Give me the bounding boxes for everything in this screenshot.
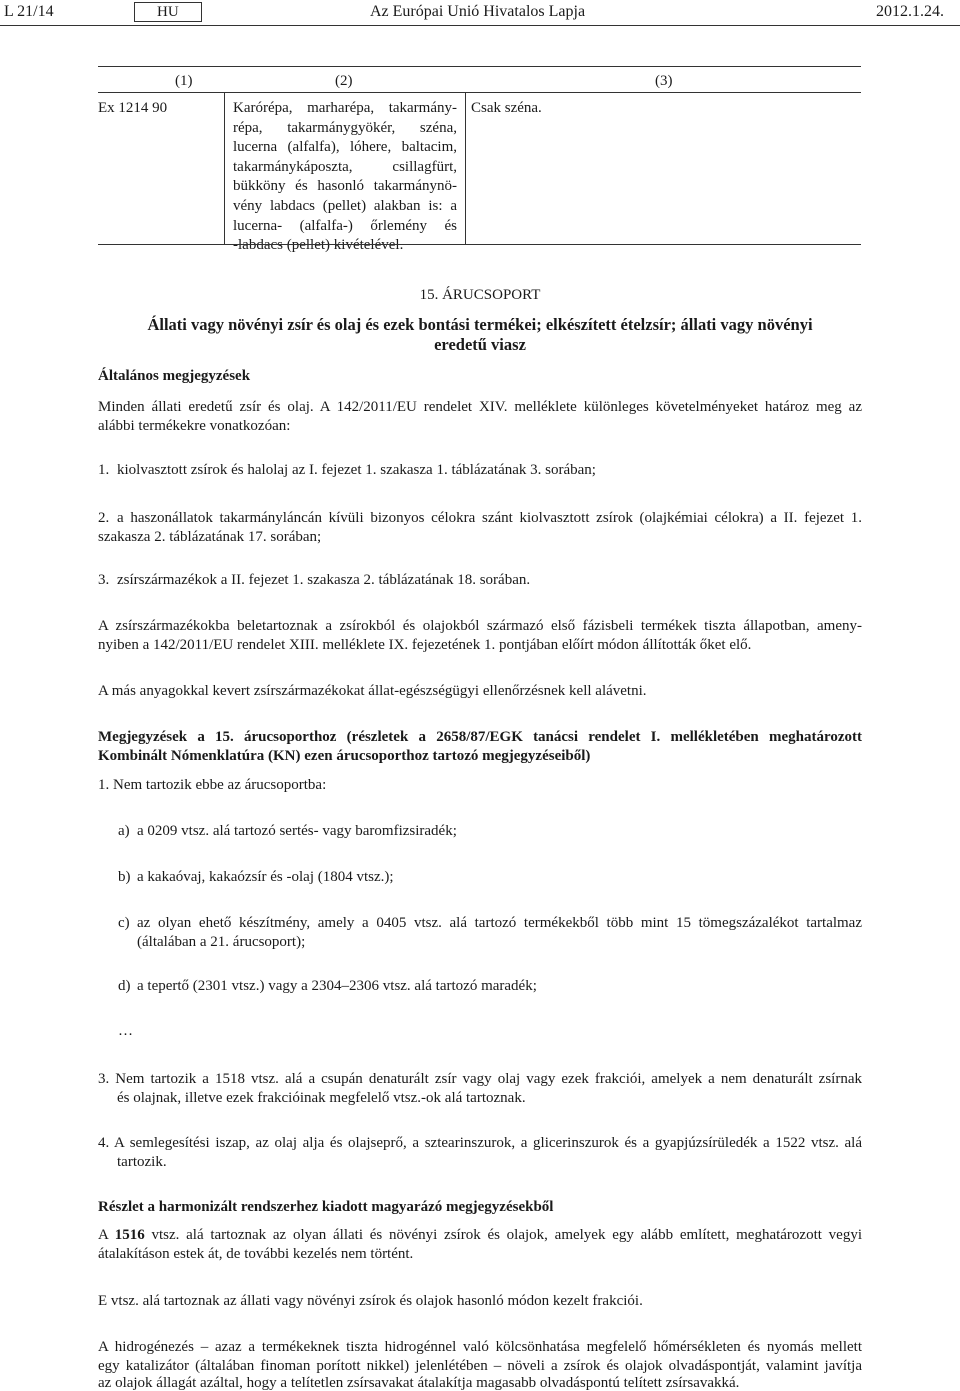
sub-item-text: a kakaóvaj, kakaózsír és -olaj (1804 vtsz.); <box>137 869 394 885</box>
table-top-rule <box>98 66 861 67</box>
hs-para3-line2: egy katalizátor (általában finoman porított nikkel) jelenlétében – növeli a zsírok és olajok olvadáspontját, valamint javítja <box>98 1358 862 1374</box>
table-condition-cell: Csak széna. <box>471 100 542 116</box>
table-header-rule <box>98 92 861 93</box>
desc-line: bükköny és hasonló takarmánynö- <box>233 178 457 195</box>
list-number: 2. <box>98 510 110 526</box>
intro-line1: Minden állati eredetű zsír és olaj. A 142/2011/EU rendelet XIV. melléklete különleges követelményeket határoz meg az <box>98 399 862 415</box>
list-item-text: kiolvasztott zsírok és halolaj az I. fejezet 1. szakasza 1. táblázatának 3. sorában; <box>117 462 596 478</box>
hs-para1-line2: átalakításon estek át, de további kezelés nem történt. <box>98 1246 414 1262</box>
table-divider-2 <box>465 92 466 244</box>
list-item-text: a haszonállatok takarmányláncán kívüli bizonyos célokra szánt kiolvasztott zsírok (olajkémiai célokra) a II. fejezet 1. <box>117 510 862 526</box>
sub-item-text-cont: (általában a 21. árucsoport); <box>137 934 306 950</box>
note-4-line1: 4. A semlegesítési iszap, az olaj alja és olajseprő, a sztearinszurok, a glicerinszurok és a gyapjúzsírüledék a 1522 vtsz. alá <box>98 1135 862 1151</box>
note-4-line2: tartozik. <box>117 1154 167 1170</box>
general-notes-heading: Általános megjegyzések <box>98 368 251 384</box>
list-item-text: zsírszármazékok a II. fejezet 1. szakasza 2. táblázatának 18. sorában. <box>117 572 531 588</box>
hs-para1-line1 <box>98 1226 862 1245</box>
journal-title: Az Európai Unió Hivatalos Lapja <box>370 3 586 20</box>
table-description-cell <box>233 99 457 256</box>
hs-para2: E vtsz. alá tartoznak az állati vagy növényi zsírok és olajok hasonló módon kezelt frakciói. <box>98 1293 643 1309</box>
table-header-col3: (3) <box>655 73 673 89</box>
sub-item-label: a) <box>118 823 130 839</box>
desc-line: Karórépa, marharépa, takarmány- <box>233 100 457 116</box>
hs-para3-line1: A hidrogénezés – azaz a termékeknek tiszta hidrogénnel való kölcsönhatása megfelelő hőmérsékleten és nyomás mellett <box>98 1339 862 1355</box>
desc-line: vény labdacs (pellet) alakban is: a <box>233 197 457 214</box>
ellipsis: … <box>118 1023 133 1039</box>
header-rule <box>0 25 960 26</box>
list-number: 3. <box>98 572 110 588</box>
desc-line: takarmánykáposzta, csillagfürt, <box>233 158 457 175</box>
notes-heading-line2: Kombinált Nómenklatúra (KN) ezen árucsoporthoz tartozó megjegyzéseiből) <box>98 748 591 764</box>
page-reference: L 21/14 <box>4 3 54 20</box>
table-divider-1 <box>224 92 225 244</box>
hs-para3-line3: az olajok állagát azáltal, hogy a telítetlen zsírsavakat átalakítja magasabb olvadáspontú telített zsírsavakká. <box>98 1375 740 1391</box>
desc-line: lucerna- (alfalfa-) őrlemény és <box>233 217 457 234</box>
hs-para1-rest: vtsz. alá tartoznak az olyan állati és növényi zsírok és olajok, amelyek egy alább említett, meghatározott vegyi <box>144 1227 862 1243</box>
table-code-cell: Ex 1214 90 <box>98 100 168 116</box>
chapter-title-line2: eredetű viasz <box>434 335 526 354</box>
hs-heading-number: 1516 <box>114 1227 145 1243</box>
chapter-number: 15. ÁRUCSOPORT <box>419 287 541 303</box>
hs-para1-prefix: A <box>98 1227 115 1243</box>
mixed-derivatives-para: A más anyagokkal kevert zsírszármazékokat állat-egészségügyi ellenőrzésnek kell alávetni. <box>98 683 647 699</box>
table-header-col2: (2) <box>335 73 353 89</box>
table-bottom-rule <box>98 244 861 245</box>
list-item-text-cont: szakasza 2. táblázatának 17. sorában; <box>98 529 322 545</box>
list-number: 1. <box>98 462 110 478</box>
derivatives-line2: nyiben a 142/2011/EU rendelet XIII. melléklete IX. fejezetének 1. pontjában előírt módon állították őket elő. <box>98 637 752 653</box>
note-3-line1: 3. Nem tartozik a 1518 vtsz. alá a csupán denaturált zsír vagy olaj vagy ezek frakciói, amelyek a nem denaturált zsírnak <box>98 1071 862 1087</box>
sub-item-label: c) <box>118 915 130 931</box>
language-badge: HU <box>134 2 202 22</box>
chapter-title-line1: Állati vagy növényi zsír és olaj és ezek bontási termékei; elkészített ételzsír; állati vagy növényi <box>147 315 813 334</box>
note-3-line2: és olajnak, illetve ezek frakcióinak megfelelő vtsz.-ok alá tartoznak. <box>117 1090 526 1106</box>
sub-item-text: az olyan ehető készítmény, amely a 0405 vtsz. alá tartozó termékekből több mint 15 tömegszázalékot tartalmaz <box>137 915 862 931</box>
derivatives-line1: A zsírszármazékokba beletartoznak a zsírokból és olajokból származó első fázisbeli termékek tiszta állapotban, ameny- <box>98 618 862 634</box>
note-1: 1. Nem tartozik ebbe az árucsoportba: <box>98 777 327 793</box>
sub-item-label: b) <box>118 869 131 885</box>
sub-item-text: a 0209 vtsz. alá tartozó sertés- vagy baromfizsiradék; <box>137 823 457 839</box>
publication-date: 2012.1.24. <box>876 3 944 20</box>
desc-line: -labdacs (pellet) kivételével. <box>233 237 404 254</box>
notes-heading-line1: Megjegyzések a 15. árucsoporthoz (részletek a 2658/87/EGK tanácsi rendelet I. mellékletében meghatározott <box>98 729 862 745</box>
sub-item-label: d) <box>118 978 131 994</box>
desc-line: répa, takarmánygyökér, széna, <box>233 119 457 136</box>
sub-item-text: a tepertő (2301 vtsz.) vagy a 2304–2306 vtsz. alá tartozó maradék; <box>137 978 537 994</box>
desc-line: lucerna (alfalfa), lóhere, baltacim, <box>233 139 457 156</box>
table-header-col1: (1) <box>175 73 193 89</box>
hs-notes-heading: Részlet a harmonizált rendszerhez kiadott magyarázó megjegyzésekből <box>98 1199 554 1215</box>
intro-line2: alábbi termékekre vonatkozóan: <box>98 418 291 434</box>
